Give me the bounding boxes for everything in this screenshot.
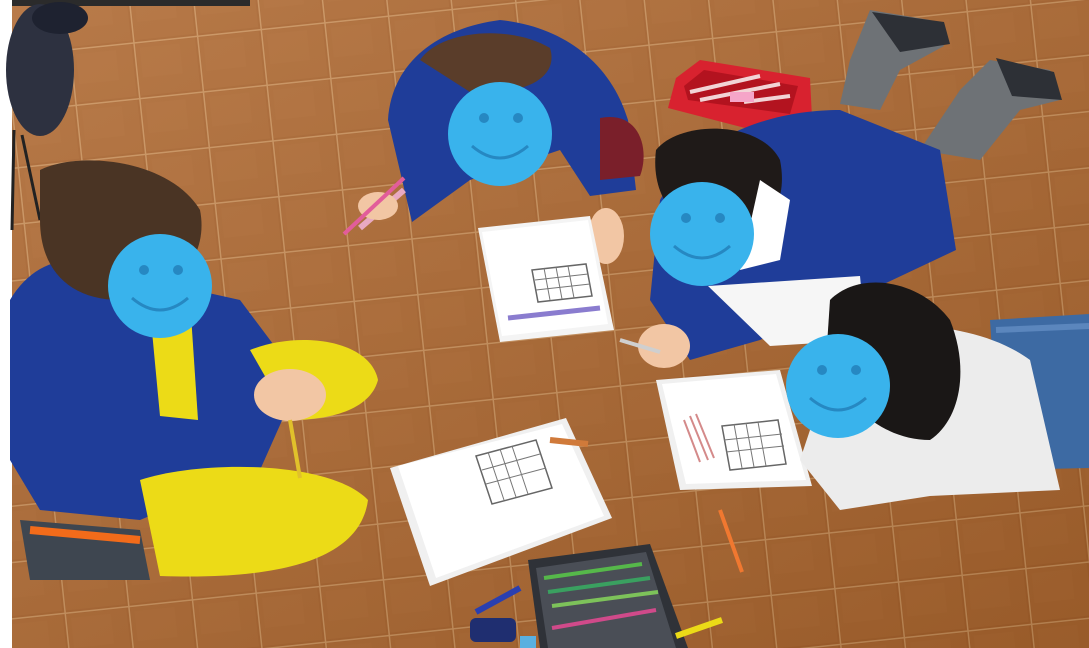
face-mask-child-top-center <box>448 82 552 186</box>
notebook-1 <box>478 216 614 342</box>
face-mask-child-left <box>108 234 212 338</box>
face-mask-child-right-white <box>786 334 890 438</box>
face-mask-child-right-blue <box>650 182 754 286</box>
